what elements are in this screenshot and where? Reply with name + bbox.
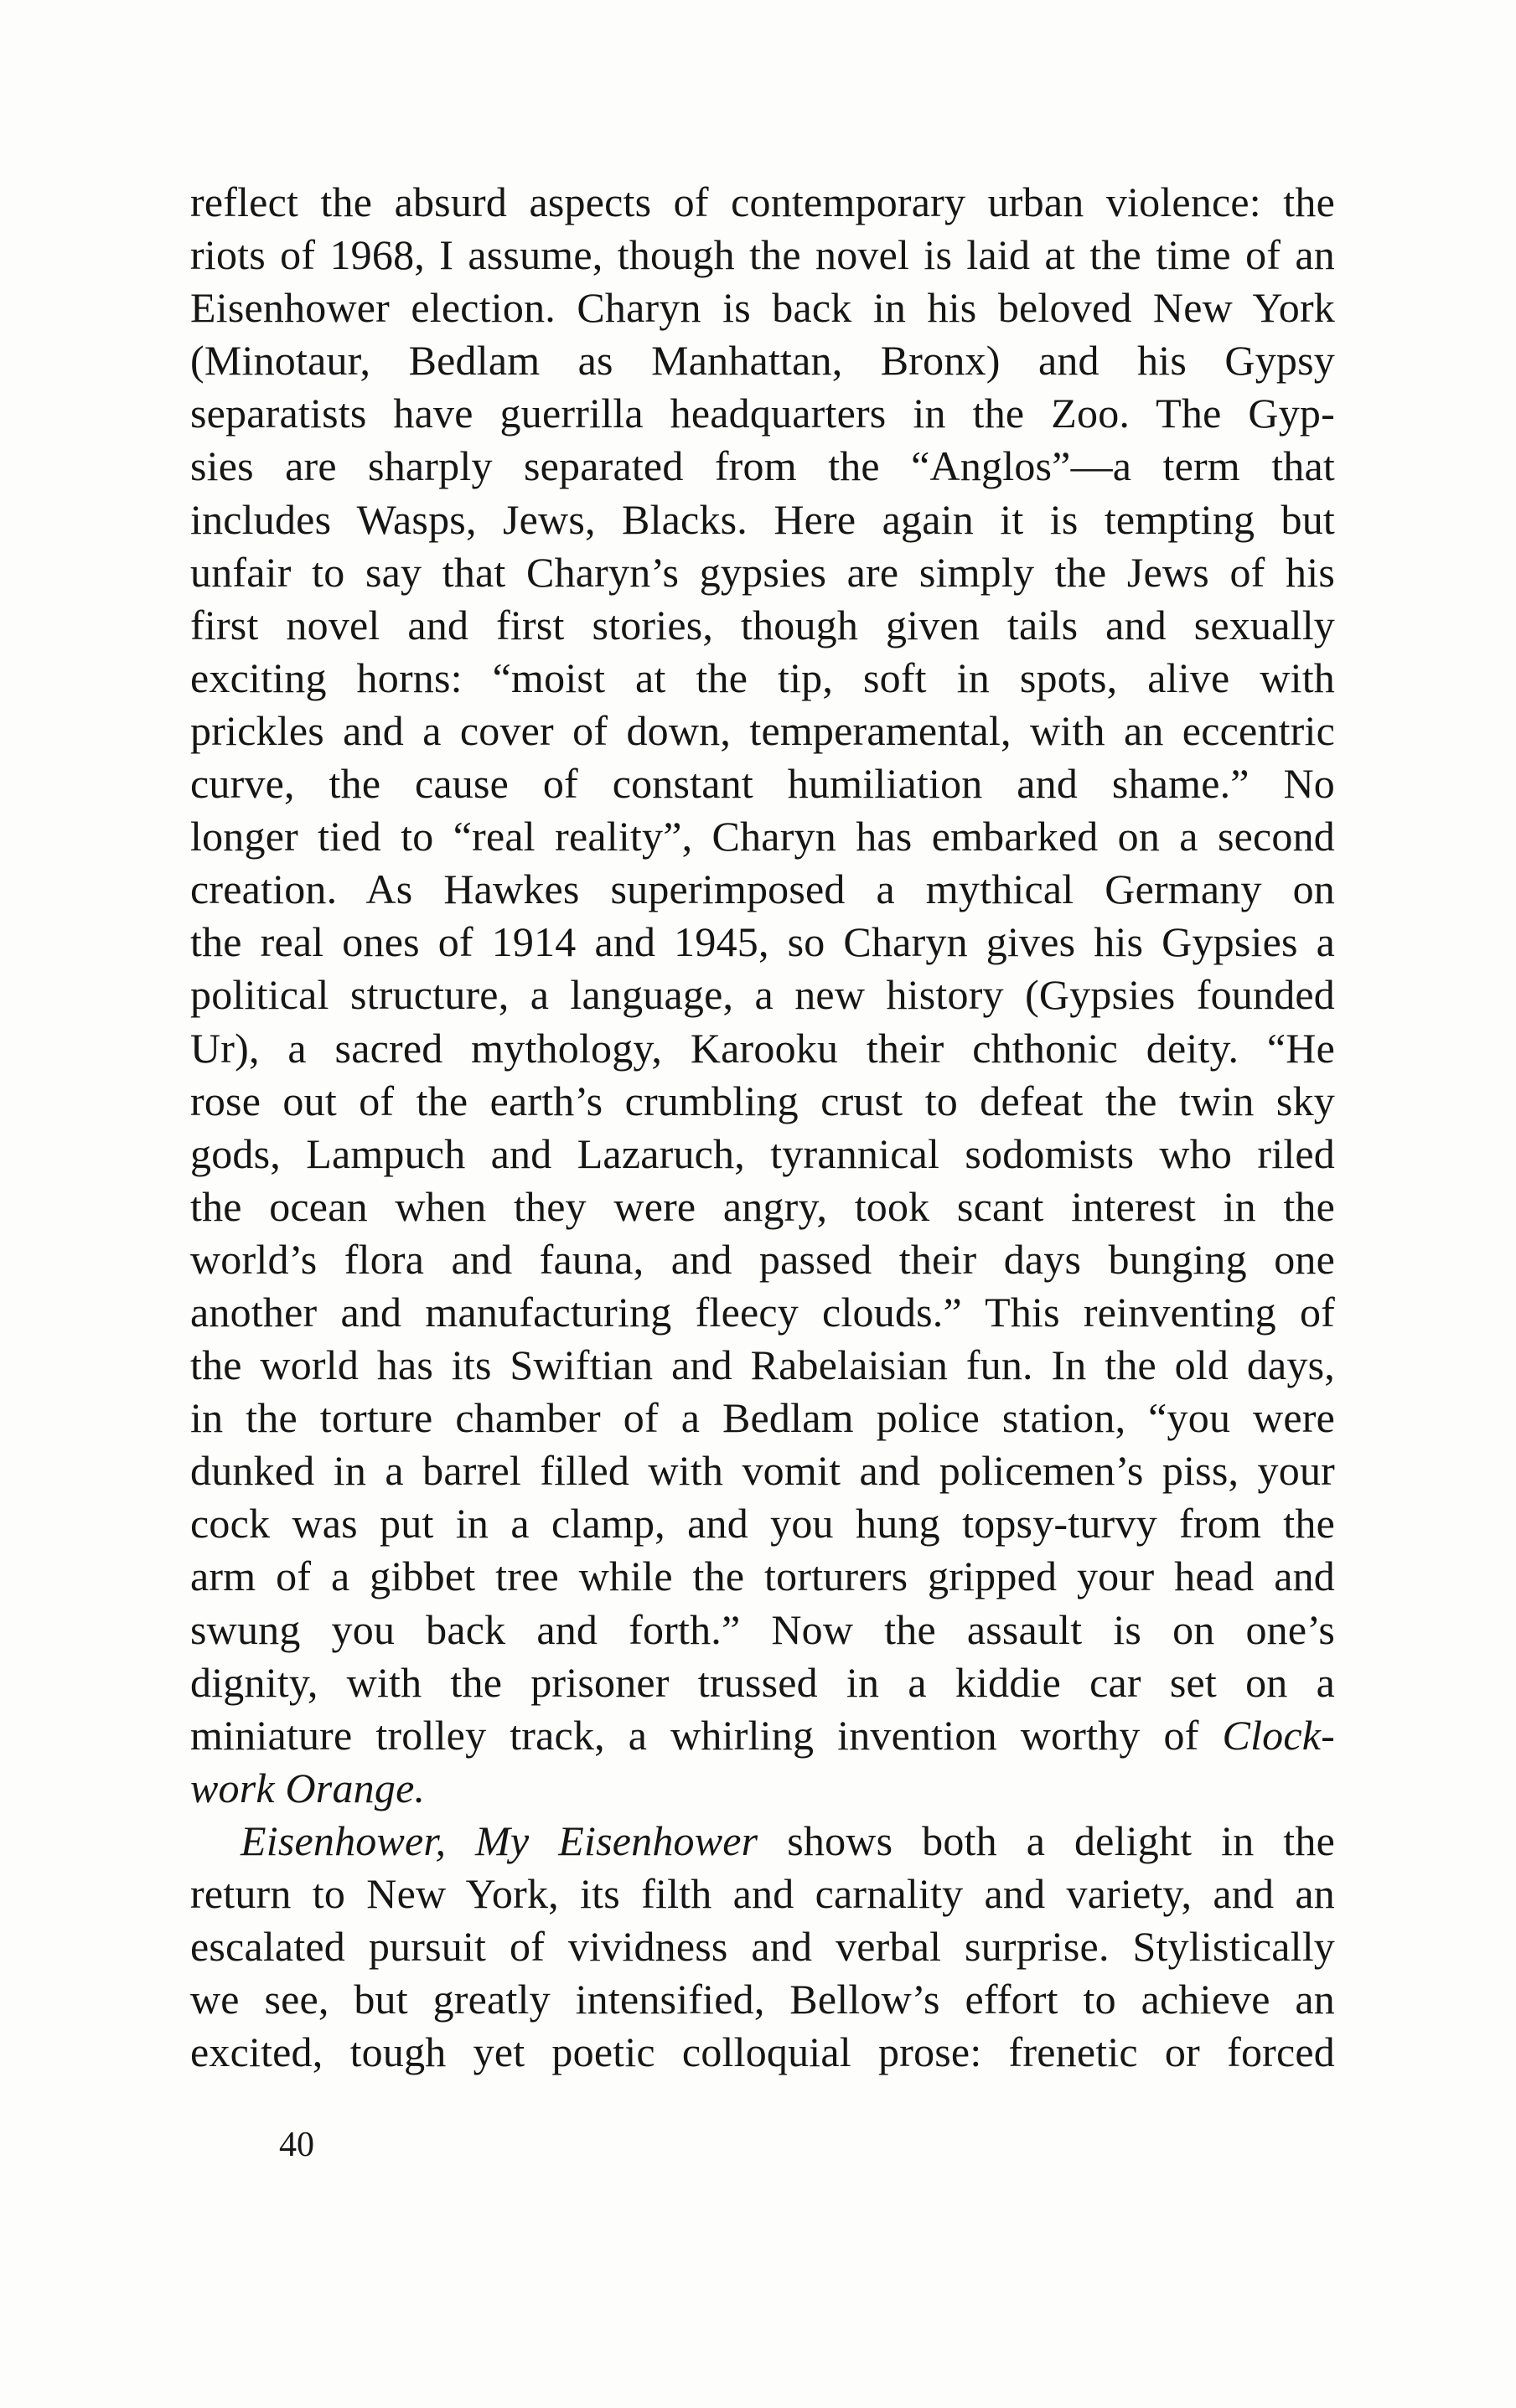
text-segment: the world has its Swiftian and Rabelaisian fun. In the old days, [190, 1341, 1335, 1389]
text-line [190, 1286, 1335, 1339]
text-line [190, 1444, 1335, 1497]
text-line [190, 599, 1335, 652]
text-segment: excited, tough yet poetic colloquial prose: frenetic or forced [190, 2028, 1335, 2076]
text-segment: prickles and a cover of down, temperamental, with an eccentric [190, 706, 1335, 754]
text-segment: escalated pursuit of vividness and verbal surprise. Stylistically [190, 1923, 1335, 1971]
text-line [190, 916, 1335, 969]
text-segment: exciting horns: “moist at the tip, soft in spots, alive with [190, 654, 1335, 701]
text-segment: arm of a gibbet tree while the torturers gripped your head and [190, 1553, 1335, 1600]
text-line [190, 1920, 1335, 1973]
text-line [190, 1604, 1335, 1656]
text-segment: Ur), a sacred mythology, Karooku their chthonic deity. “He [190, 1024, 1335, 1072]
text-line [190, 176, 1335, 229]
text-line [190, 1339, 1335, 1392]
text-segment: first novel and first stories, though given tails and sexually [190, 601, 1335, 649]
text-line [190, 810, 1335, 863]
text-segment: reflect the absurd aspects of contemporary urban violence: the [190, 178, 1335, 225]
text-line [190, 387, 1335, 440]
text-segment: the ocean when they were angry, took scant interest in the [190, 1182, 1335, 1230]
text-segment: shows both a delight in the [758, 1816, 1335, 1864]
text-segment: curve, the cause of constant humiliation and shame.” No [190, 760, 1335, 808]
text-line [190, 1868, 1335, 1920]
text-segment: includes Wasps, Jews, Blacks. Here again it is tempting but [190, 495, 1335, 543]
text-segment: separatists have guerrilla headquarters in the Zoo. The Gyp- [190, 390, 1335, 437]
text-segment: world’s flora and fauna, and passed their days bunging one [190, 1235, 1335, 1283]
text-segment: swung you back and forth.” Now the assault is on one’s [190, 1605, 1335, 1653]
text-line [190, 1709, 1335, 1762]
text-line [190, 1181, 1335, 1233]
text-segment: Eisenhower election. Charyn is back in his beloved New York [190, 284, 1335, 332]
text-segment: dignity, with the prisoner trussed in a kiddie car set on a [190, 1658, 1335, 1706]
text-line [190, 1075, 1335, 1128]
text-line [190, 229, 1335, 282]
text-line [190, 1762, 1335, 1815]
text-segment: riots of 1968, I assume, though the novel is laid at the time of an [190, 231, 1335, 279]
text-line [190, 334, 1335, 387]
text-line [190, 2026, 1335, 2079]
text-line [190, 969, 1335, 1021]
text-line [190, 493, 1335, 546]
text-line [190, 1022, 1335, 1075]
text-segment: the real ones of 1914 and 1945, so Charyn gives his Gypsies a [190, 918, 1335, 966]
text-segment: dunked in a barrel filled with vomit and policemen’s piss, your [190, 1447, 1335, 1495]
text-line [190, 705, 1335, 757]
text-segment: sies are sharply separated from the “Anglos”—a term that [190, 442, 1335, 490]
italic-text: work Orange. [190, 1764, 426, 1811]
text-line [190, 546, 1335, 599]
text-segment: (Minotaur, Bedlam as Manhattan, Bronx) and his Gypsy [190, 337, 1335, 385]
text-line [190, 1128, 1335, 1181]
text-segment: cock was put in a clamp, and you hung topsy-turvy from the [190, 1500, 1335, 1548]
italic-text: Eisenhower, My Eisenhower [241, 1816, 758, 1864]
text-line [190, 652, 1335, 705]
text-segment: return to New York, its filth and carnality and variety, and an [190, 1870, 1335, 1917]
page-number: 40 [279, 2126, 314, 2164]
text-line [190, 757, 1335, 810]
italic-text: Clock- [1222, 1711, 1335, 1759]
text-segment: in the torture chamber of a Bedlam police station, “you were [190, 1394, 1335, 1442]
text-line [190, 440, 1335, 493]
paragraph [190, 176, 1335, 1815]
text-segment: gods, Lampuch and Lazaruch, tyrannical sodomists who riled [190, 1129, 1335, 1177]
text-line [190, 1815, 1335, 1868]
text-line [190, 1497, 1335, 1550]
text-segment: we see, but greatly intensified, Bellow’s effort to achieve an [190, 1976, 1335, 2023]
text-line [190, 1973, 1335, 2026]
text-segment: another and manufacturing fleecy clouds.” This reinventing of [190, 1288, 1335, 1336]
body-text [190, 176, 1335, 2079]
text-line [190, 863, 1335, 916]
text-line [190, 1392, 1335, 1444]
text-line [190, 282, 1335, 334]
text-segment: miniature trolley track, a whirling invention worthy of [190, 1711, 1223, 1759]
text-segment: unfair to say that Charyn’s gypsies are simply the Jews of his [190, 548, 1335, 596]
text-segment: creation. As Hawkes superimposed a mythical Germany on [190, 866, 1335, 913]
text-segment: longer tied to “real reality”, Charyn has embarked on a second [190, 813, 1335, 860]
text-line [190, 1550, 1335, 1603]
text-line [190, 1233, 1335, 1286]
text-segment: political structure, a language, a new history (Gypsies founded [190, 971, 1335, 1019]
text-line [190, 1656, 1335, 1709]
paragraph [190, 1815, 1335, 2079]
text-segment: rose out of the earth’s crumbling crust to defeat the twin sky [190, 1077, 1335, 1124]
